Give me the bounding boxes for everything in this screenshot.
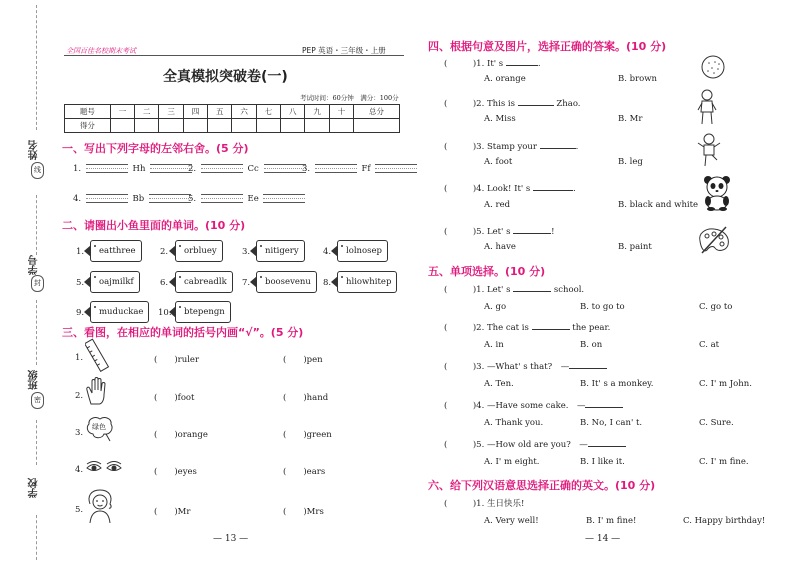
binding-mark-mi: 密 (31, 392, 44, 409)
binding-mark-xian: 线 (31, 162, 44, 179)
fish-word[interactable]: cabreadlk (175, 271, 233, 293)
option-a[interactable]: A. I' m eight. (484, 457, 540, 467)
letter: Hh (132, 164, 146, 174)
binding-line (36, 420, 38, 465)
option-b[interactable]: B. to go to (580, 302, 625, 312)
option-a[interactable]: A. foot (484, 157, 513, 167)
score-cell: 五 (208, 105, 232, 119)
item-number: 5. (75, 505, 84, 515)
score-header-row (65, 105, 400, 119)
check-option[interactable]: ( )foot (154, 393, 195, 403)
woman-icon (85, 488, 115, 524)
check-option[interactable]: ( )Mrs (283, 507, 324, 517)
panda-icon (700, 175, 734, 211)
fish-word[interactable]: btepengn (175, 301, 231, 323)
letter: Ff (361, 164, 371, 174)
score-cell: 六 (232, 105, 256, 119)
option-b[interactable]: B. Mr (618, 114, 643, 124)
fish-number: 7. (242, 278, 251, 288)
section6-title: 六、给下列汉语意思选择正确的英文。(10 分) (428, 479, 656, 492)
option-a[interactable]: A. red (484, 200, 511, 210)
page-number-right: — 14 — (585, 534, 621, 544)
answer-blank[interactable] (513, 283, 551, 292)
score-value-row (65, 119, 400, 133)
answer-blank[interactable] (513, 225, 551, 234)
check-option[interactable]: ( )ears (283, 467, 326, 477)
item-number: 1. (75, 353, 84, 363)
option-c[interactable]: C. Sure. (699, 418, 734, 428)
hand-icon (85, 376, 111, 406)
eyes-icon (86, 460, 122, 476)
exam-info: 考试时间：60分钟 满分：100分 (300, 94, 399, 102)
question: ( )4. —Have some cake. — (444, 399, 623, 411)
fish-word[interactable]: hliowhitep (337, 271, 397, 293)
answer-line[interactable] (263, 194, 305, 203)
option-b[interactable]: B. leg (618, 157, 643, 167)
fish-number: 1. (76, 247, 85, 257)
class-label: 班级 (29, 370, 40, 390)
score-cell: 二 (135, 105, 159, 119)
fish-word[interactable]: muduckae (90, 301, 149, 323)
score-input-cell[interactable] (159, 119, 183, 133)
answer-line[interactable] (149, 194, 191, 203)
fish-word[interactable]: oajmilkf (90, 271, 140, 293)
score-input-cell[interactable] (135, 119, 159, 133)
check-option[interactable]: ( )Mr (154, 507, 191, 517)
palette-icon (696, 225, 732, 255)
option-b[interactable]: B. brown (618, 74, 658, 84)
slogan: 全国百佳名校期末考试 (66, 47, 136, 55)
question: ( )3. Stamp your . (444, 142, 579, 152)
fish-word[interactable]: eatthree (90, 240, 142, 262)
answer-line[interactable] (375, 164, 417, 173)
letter-item (188, 194, 307, 204)
man-icon (696, 88, 718, 126)
answer-blank[interactable] (540, 140, 576, 149)
check-option[interactable]: ( )pen (283, 355, 323, 365)
item-number: 2. (188, 164, 197, 174)
binding-line (36, 515, 38, 560)
answer-line[interactable] (264, 164, 306, 173)
binding-line (36, 300, 38, 365)
option-a[interactable]: A. go (484, 302, 507, 312)
option-b[interactable]: B. It' s a monkey. (580, 379, 654, 389)
section5-title: 五、单项选择。(10 分) (428, 265, 546, 278)
score-input-cell[interactable] (329, 119, 353, 133)
question: ( )1. Let' s school. (444, 285, 585, 295)
student-number-label: 学号 (29, 255, 40, 275)
option-a[interactable]: A. have (484, 242, 516, 252)
option-c[interactable]: C. I' m fine. (699, 457, 749, 467)
score-cell: 七 (256, 105, 280, 119)
check-option[interactable]: ( )eyes (154, 467, 197, 477)
question: ( )3. —What' s that? — (444, 360, 607, 372)
ruler-icon (85, 338, 111, 372)
section3-title: 三、看图，在相应的单词的括号内画“√”。(5 分) (62, 326, 304, 339)
binding-mark-feng: 封 (31, 275, 44, 292)
option-a[interactable]: A. Ten. (484, 379, 514, 389)
answer-blank[interactable] (506, 57, 538, 66)
option-b[interactable]: B. on (580, 340, 603, 350)
question: ( )2. This is Zhao. (444, 99, 581, 109)
item-number: 1. (73, 164, 82, 174)
score-input-cell[interactable] (305, 119, 329, 133)
name-label: 姓名 (29, 140, 40, 160)
score-input-cell[interactable] (281, 119, 305, 133)
fish-number: 9. (76, 308, 85, 318)
score-cell: 三 (159, 105, 183, 119)
score-input-cell[interactable] (183, 119, 207, 133)
item-number: 3. (75, 428, 84, 438)
binding-line (36, 5, 38, 130)
letter-item (188, 164, 311, 174)
score-input-cell[interactable] (208, 119, 232, 133)
page-number-left: — 13 — (213, 534, 249, 544)
answer-line[interactable] (86, 164, 128, 173)
fish-word[interactable]: nitigery (256, 240, 305, 262)
green-label: 绿色 (92, 423, 106, 431)
item-number: 4. (75, 465, 84, 475)
orange-icon (700, 54, 726, 80)
answer-line[interactable] (201, 194, 243, 203)
answer-blank[interactable] (532, 321, 570, 330)
item-number: 3. (302, 164, 311, 174)
question: ( )5. Let' s ! (444, 227, 555, 237)
score-cell: 一 (110, 105, 134, 119)
score-input-cell[interactable] (232, 119, 256, 133)
option-b[interactable]: B. No, I can' t. (580, 418, 643, 428)
item-number: 5. (188, 194, 197, 204)
option-b[interactable]: B. I like it. (580, 457, 625, 467)
school-label: 学校 (29, 478, 40, 498)
section4-title: 四、根据句意及图片，选择正确的答案。(10 分) (428, 40, 667, 53)
answer-line[interactable] (315, 164, 357, 173)
fish-number: 6. (160, 278, 169, 288)
item-number: 4. (73, 194, 82, 204)
answer-blank[interactable] (518, 97, 554, 106)
fish-number: 8. (323, 278, 332, 288)
check-option[interactable]: ( )ruler (154, 355, 200, 365)
option-c[interactable]: C. go to (699, 302, 733, 312)
item-number: 2. (75, 391, 84, 401)
score-cell: 九 (305, 105, 329, 119)
option-a[interactable]: A. Miss (484, 114, 516, 124)
stamping-boy-icon (696, 132, 722, 168)
check-option[interactable]: ( )orange (154, 430, 208, 440)
option-c[interactable]: C. Happy birthday! (683, 516, 766, 526)
answer-line[interactable] (150, 164, 192, 173)
question: ( )5. —How old are you? — (444, 438, 626, 450)
letter: Ee (247, 194, 259, 204)
answer-blank[interactable] (533, 182, 573, 191)
option-c[interactable]: C. at (699, 340, 720, 350)
letter-item (302, 164, 419, 174)
fish-number: 4. (323, 247, 332, 257)
question: ( )4. Look! It' s . (444, 184, 576, 194)
score-input-cell[interactable] (354, 119, 400, 133)
fish-number: 5. (76, 278, 85, 288)
section2-title: 二、请圈出小鱼里面的单词。(10 分) (62, 219, 246, 232)
fish-number: 2. (160, 247, 169, 257)
letter: Cc (247, 164, 259, 174)
question: ( )1. It' s . (444, 59, 541, 69)
score-input-cell[interactable] (110, 119, 134, 133)
question: ( )1. 生日快乐! (444, 499, 525, 509)
book-label: PEP 英语・三年级・上册 (302, 46, 386, 55)
score-cell: 总分 (354, 105, 400, 119)
section1-title: 一、写出下列字母的左邻右舍。(5 分) (62, 142, 249, 155)
score-cell: 得分 (65, 119, 111, 133)
answer-blank[interactable] (588, 438, 626, 447)
option-a[interactable]: A. Very well! (484, 516, 539, 526)
option-a[interactable]: A. Thank you. (484, 418, 544, 428)
option-a[interactable]: A. orange (484, 74, 526, 84)
fish-word[interactable]: orbluey (175, 240, 223, 262)
fish-word[interactable]: lolnosep (337, 240, 388, 262)
option-b[interactable]: B. I' m fine! (586, 516, 637, 526)
score-cell: 四 (183, 105, 207, 119)
fish-number: 3. (242, 247, 251, 257)
check-option[interactable]: ( )hand (283, 393, 329, 403)
option-b[interactable]: B. paint (618, 242, 652, 252)
question: ( )2. The cat is the pear. (444, 323, 611, 333)
option-c[interactable]: C. I' m John. (699, 379, 752, 389)
answer-line[interactable] (201, 164, 243, 173)
option-b[interactable]: B. black and white (618, 200, 699, 210)
answer-line[interactable] (86, 194, 128, 203)
score-table (64, 104, 400, 133)
score-cell: 十 (329, 105, 353, 119)
option-a[interactable]: A. in (484, 340, 504, 350)
fish-number: 10. (158, 308, 172, 318)
score-input-cell[interactable] (256, 119, 280, 133)
score-cell: 八 (281, 105, 305, 119)
score-cell: 题号 (65, 105, 111, 119)
letter: Bb (132, 194, 145, 204)
letter-item (73, 194, 193, 204)
page-title: 全真模拟突破卷(一) (163, 69, 288, 85)
check-option[interactable]: ( )green (283, 430, 332, 440)
fish-word[interactable]: boosevenu (256, 271, 317, 293)
answer-blank[interactable] (569, 360, 607, 369)
answer-blank[interactable] (585, 399, 623, 408)
binding-line (36, 195, 38, 255)
letter-item (73, 164, 197, 174)
